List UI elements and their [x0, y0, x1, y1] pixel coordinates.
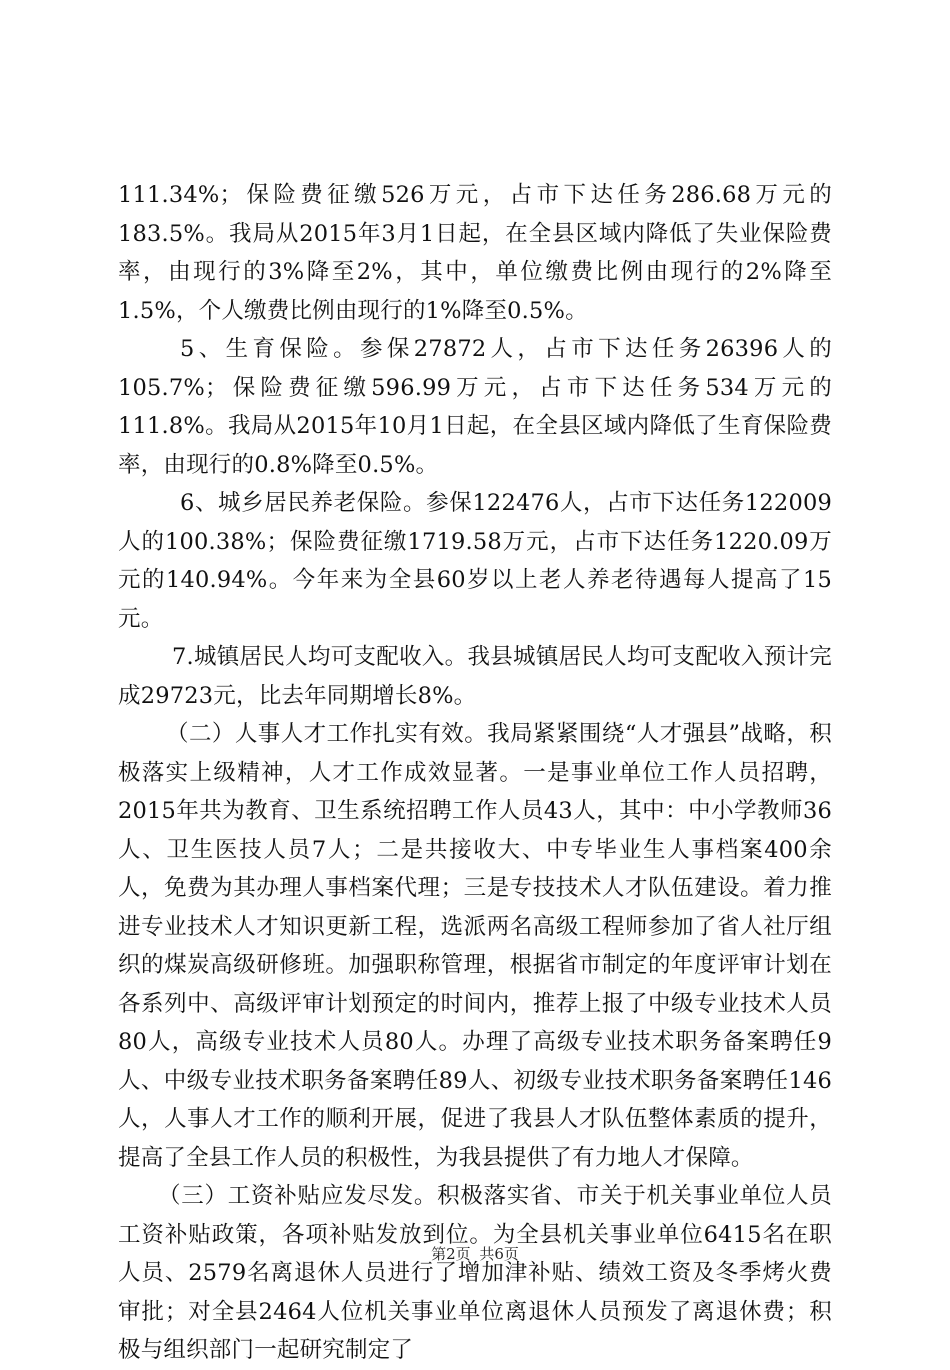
- paragraph-personnel-talent: （二）人事人才工作扎实有效。我局紧紧围绕“人才强县”战略，积极落实上级精神，人才工作成效显著。一是事业单位工作人员招聘，2015年共为教育、卫生系统招聘工作人员43人，其中：中小学教师36人、卫生医技人员7人；二是共接收大、中专毕业生人事档案400余人，免费为其办理人事档案代理；三是专技技术人才队伍建设。着力推进专业技术人才知识更新工程，选派两名高级工程师参加了省人社厅组织的煤炭高级研修班。加强职称管理，根据省市制定的年度评审计划在各系列中、高级评审计划预定的时间内，推荐上报了中级专业技术人员80人，高级专业技术人员80人。办理了高级专业技术职务备案聘任9人、中级专业技术职务备案聘任89人、初级专业技术职务备案聘任146人，人事人才工作的顺利开展，促进了我县人才队伍整体素质的提升，提高了全县工作人员的积极性，为我县提供了有力地人才保障。: [118, 721, 832, 1171]
- paragraph-unemployment-insurance: 111.34%；保险费征缴526万元，占市下达任务286.68万元的183.5%。我局从2015年3月1日起，在全县区域内降低了失业保险费率，由现行的3%降至2%，其中，单位缴费比例由现行的2%降至1.5%，个人缴费比例由现行的1%降至0.5%。: [118, 182, 832, 324]
- paragraph-resident-pension: 6、城乡居民养老保险。参保122476人，占市下达任务122009人的100.38%；保险费征缴1719.58万元，占市下达任务1220.09万元的140.94%。今年来为全县60岁以上老人养老待遇每人提高了15元。: [118, 490, 832, 632]
- page-footer: [0, 1244, 950, 1264]
- paragraph-maternity-insurance: 5、生育保险。参保27872人，占市下达任务26396人的105.7%；保险费征缴596.99万元，占市下达任务534万元的111.8%。我局从2015年10月1日起，在全县区域内降低了生育保险费率，由现行的0.8%降至0.5%。: [118, 336, 832, 478]
- total-pages: 共6页: [479, 1245, 519, 1263]
- page-number: 第2页: [431, 1245, 471, 1263]
- document-body: [118, 176, 832, 1370]
- paragraph-disposable-income: 7.城镇居民人均可支配收入。我县城镇居民人均可支配收入预计完成29723元，比去年同期增长8%。: [118, 644, 832, 709]
- paragraph-wage-subsidy: （三）工资补贴应发尽发。积极落实省、市关于机关事业单位人员工资补贴政策，各项补贴发放到位。为全县机关事业单位6415名在职人员、2579名离退休人员进行了增加津补贴、绩效工资及冬季烤火费审批；对全县2464人位机关事业单位离退休人员预发了离退休费；积极与组织部门一起研究制定了: [118, 1183, 832, 1363]
